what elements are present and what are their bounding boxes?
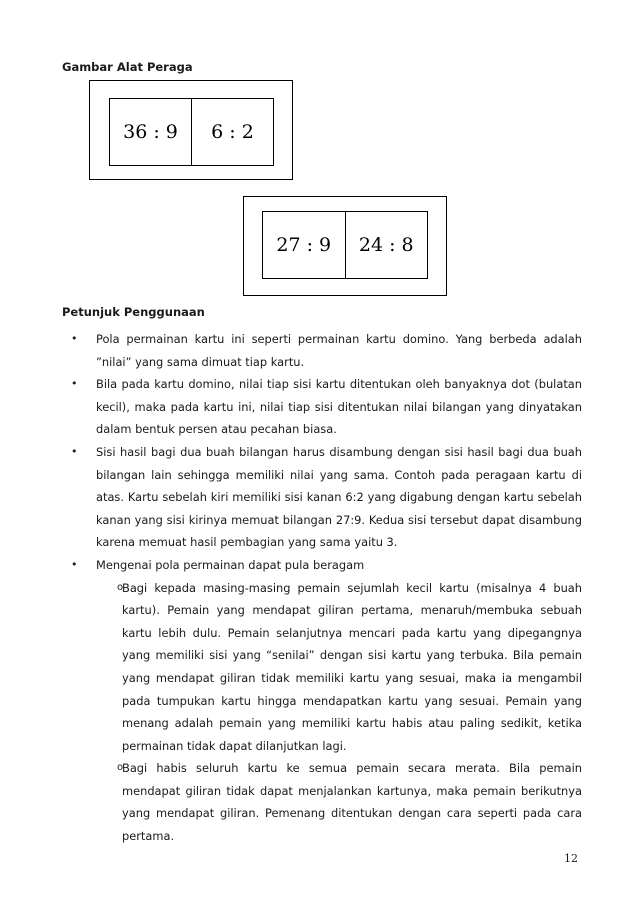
list-item-text: Pola permainan kartu ini seperti permainan kartu domino. Yang berbeda adalah ”nilai” yang sama dimuat tiap kartu.	[96, 332, 582, 369]
page-number: 12	[564, 852, 578, 865]
list-item-text: Bila pada kartu domino, nilai tiap sisi kartu ditentukan oleh banyaknya dot (bulatan kecil), maka pada kartu ini, nilai tiap sisi ditentukan nilai bilangan yang dinyatakan dalam bentuk persen atau pecahan biasa.	[96, 377, 582, 437]
circle-bullet-icon: o	[117, 581, 124, 593]
bullet-icon: •	[71, 444, 78, 458]
list-item	[62, 554, 582, 577]
instruction-list	[62, 328, 582, 848]
bullet-icon: •	[71, 557, 78, 571]
sub-list-item-text: Bagi habis seluruh kartu ke semua pemain secara merata. Bila pemain mendapat giliran tidak dapat menjalankan kartunya, maka pemain berikutnya yang mendapat giliran. Pemenang ditentukan dengan cara seperti pada cara pertama.	[122, 761, 582, 844]
list-item	[62, 328, 582, 373]
bullet-icon: •	[71, 332, 78, 345]
sub-list-item-text: Bagi kepada masing-masing pemain sejumlah kecil kartu (misalnya 4 buah kartu). Pemain yang mendapat giliran pertama, menaruh/membuka sebuah kartu lebih dulu. Pemain selanjutnya mencari pada kartu yang dipegangnya yang memiliki sisi yang “senilai” dengan sisi kartu yang terbuka. Bila pemain yang mendapat giliran tidak memiliki kartu yang sesuai, maka ia mengambil pada tumpukan kartu hingga mendapatkan kartu yang sesuai. Pemain yang menang adalah pemain yang memiliki kartu habis atau paling sedikit, ketika permainan tidak dapat dilanjutkan lagi.	[122, 580, 582, 753]
list-item-text: Mengenai pola permainan dapat pula beragam	[96, 557, 365, 572]
list-item	[62, 373, 582, 441]
heading-gambar-alat-peraga: Gambar Alat Peraga	[62, 60, 193, 74]
circle-bullet-icon: o	[117, 762, 124, 774]
heading-petunjuk-penggunaan: Petunjuk Penggunaan	[62, 305, 205, 319]
sub-list-item	[62, 577, 582, 758]
sub-list-item	[62, 757, 582, 847]
bullet-icon: •	[71, 377, 78, 391]
domino-card-1	[109, 98, 274, 166]
sub-list	[62, 577, 582, 848]
card1-left-value: 36 : 9	[123, 121, 178, 143]
card1-right-value: 6 : 2	[191, 99, 273, 165]
card2-left-value: 27 : 9	[276, 234, 332, 256]
list-item-text: Sisi hasil bagi dua buah bilangan harus disambung dengan sisi hasil bagi dua buah bilangan lain sehingga memiliki nilai yang sama. Contoh pada peragaan kartu di atas. Kartu sebelah kiri memiliki sisi kanan 6:2 yang digabung dengan kartu sebelah kanan yang sisi kirinya memuat bilangan 27:9. Kedua sisi tersebut dapat disambung karena memuat hasil pembagian yang sama yaitu 3.	[96, 444, 582, 550]
domino-card-2	[262, 211, 428, 279]
list-item	[62, 441, 582, 554]
card2-right-value: 24 : 8	[345, 212, 428, 278]
